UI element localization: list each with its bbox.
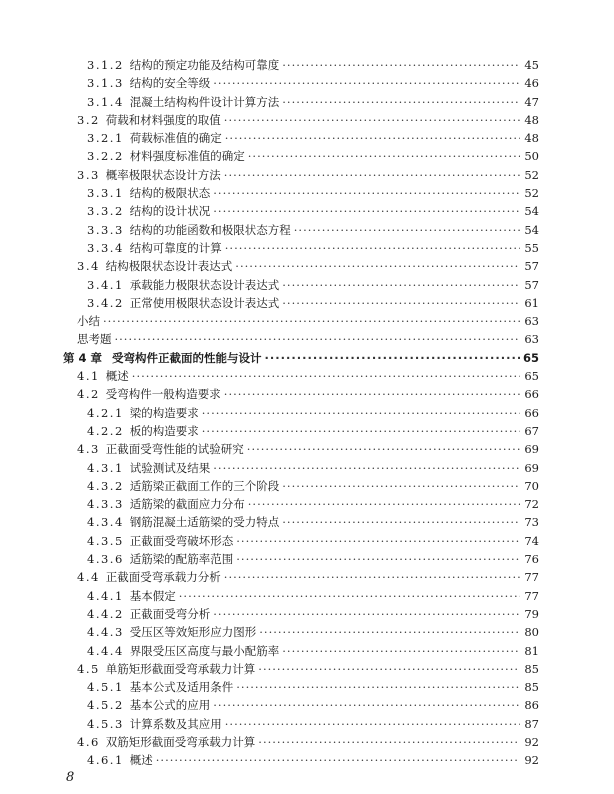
toc-entry-page: 66 — [524, 405, 539, 420]
toc-entry[interactable] — [0, 568, 614, 586]
toc-leader-dots — [236, 532, 520, 550]
toc-entry-title: 结构可靠度的计算 — [129, 240, 222, 255]
toc-leader-dots — [115, 330, 521, 348]
toc-entry-page: 47 — [524, 94, 539, 109]
toc-entry-title: 梁的构造要求 — [129, 405, 199, 420]
toc-entry[interactable] — [0, 513, 614, 531]
toc-entry-page: 77 — [524, 570, 539, 585]
toc-chapter-entry[interactable] — [0, 349, 614, 367]
toc-entry-page: 46 — [524, 76, 539, 91]
toc-entry[interactable] — [0, 587, 614, 605]
toc-entry-title: 受弯构件正截面的性能与设计 — [112, 350, 262, 365]
toc-entry-title: 结构的极限状态 — [129, 186, 211, 201]
toc-entry-title: 结构的安全等级 — [129, 76, 211, 91]
toc-entry[interactable] — [0, 715, 614, 733]
toc-entry-number: 4.6 — [77, 734, 100, 749]
toc-leader-dots — [282, 56, 520, 74]
toc-leader-dots — [294, 221, 520, 239]
toc-entry-number: 4.4.2 — [87, 606, 124, 621]
toc-entry-title: 荷载标准值的确定 — [129, 131, 222, 146]
toc-leader-dots — [282, 477, 520, 495]
toc-entry-number: 4.3.2 — [87, 478, 124, 493]
toc-leader-dots — [224, 166, 520, 184]
toc-leader-dots — [224, 111, 520, 129]
toc-entry[interactable] — [0, 93, 614, 111]
toc-entry-title: 荷载和材料强度的取值 — [105, 112, 221, 127]
toc-entry[interactable] — [0, 678, 614, 696]
toc-entry-page: 79 — [524, 606, 539, 621]
toc-entry-number: 4.5.2 — [87, 698, 124, 713]
table-of-contents — [0, 56, 614, 770]
toc-entry-page: 85 — [524, 680, 539, 695]
toc-entry-number: 4.2 — [77, 387, 100, 402]
toc-entry-page: 50 — [524, 149, 539, 164]
toc-entry[interactable] — [0, 623, 614, 641]
toc-entry-title: 概率极限状态设计方法 — [105, 167, 221, 182]
toc-leader-dots — [202, 422, 520, 440]
toc-entry-number: 4.6.1 — [87, 753, 124, 768]
toc-entry-number: 3.3.3 — [87, 222, 124, 237]
toc-entry[interactable] — [0, 733, 614, 751]
toc-entry[interactable] — [0, 367, 614, 385]
toc-entry-title: 概述 — [105, 369, 129, 384]
page-number: 8 — [66, 770, 75, 785]
toc-leader-dots — [247, 440, 520, 458]
toc-entry-page: 57 — [524, 277, 539, 292]
toc-entry-title: 受弯构件一般构造要求 — [105, 387, 221, 402]
toc-entry-title: 思考题 — [77, 332, 112, 347]
toc-entry-number: 3.3.4 — [87, 240, 124, 255]
toc-entry[interactable] — [0, 605, 614, 623]
toc-entry[interactable] — [0, 239, 614, 257]
toc-leader-dots — [265, 349, 520, 367]
toc-entry[interactable] — [0, 166, 614, 184]
toc-leader-dots — [213, 74, 520, 92]
toc-entry-number: 4.3.4 — [87, 515, 124, 530]
toc-entry[interactable] — [0, 111, 614, 129]
toc-leader-dots — [156, 751, 520, 769]
toc-entry-number: 4.4.1 — [87, 588, 124, 603]
toc-entry-page: 92 — [524, 734, 539, 749]
toc-leader-dots — [225, 239, 520, 257]
toc-entry-title: 板的构造要求 — [129, 423, 199, 438]
toc-leader-dots — [236, 678, 520, 696]
toc-entry-number: 4.3.5 — [87, 533, 124, 548]
toc-entry[interactable] — [0, 422, 614, 440]
toc-leader-dots — [282, 513, 520, 531]
toc-entry-number: 4.2.1 — [87, 405, 124, 420]
toc-entry-number: 3.3 — [77, 167, 100, 182]
toc-entry[interactable] — [0, 532, 614, 550]
toc-leader-dots — [224, 568, 520, 586]
toc-leader-dots — [235, 257, 520, 275]
toc-leader-dots — [213, 184, 520, 202]
toc-entry-title: 适筋梁的截面应力分布 — [129, 497, 245, 512]
toc-entry[interactable] — [0, 184, 614, 202]
toc-entry-title: 结构的设计状况 — [129, 204, 211, 219]
toc-entry-page: 61 — [524, 295, 539, 310]
toc-entry-page: 52 — [524, 167, 539, 182]
toc-entry-page: 63 — [524, 332, 539, 347]
toc-leader-dots — [236, 550, 520, 568]
toc-entry[interactable] — [0, 660, 614, 678]
toc-entry-page: 74 — [524, 533, 539, 548]
toc-entry[interactable] — [0, 147, 614, 165]
toc-leader-dots — [202, 404, 520, 422]
toc-entry-title: 承载能力极限状态设计表达式 — [129, 277, 280, 292]
toc-entry-page: 66 — [524, 387, 539, 402]
toc-entry-title: 正截面受弯破坏形态 — [129, 533, 234, 548]
toc-entry[interactable] — [0, 74, 614, 92]
toc-entry-title: 材料强度标准值的确定 — [129, 149, 245, 164]
toc-entry-title: 适筋梁正截面工作的三个阶段 — [129, 478, 280, 493]
toc-entry-page: 55 — [524, 240, 539, 255]
toc-entry-title: 正截面受弯分析 — [129, 606, 211, 621]
toc-entry-title: 界限受压区高度与最小配筋率 — [129, 643, 280, 658]
toc-entry-page: 57 — [524, 259, 539, 274]
toc-leader-dots — [282, 276, 520, 294]
toc-entry-title: 正常使用极限状态设计表达式 — [129, 295, 280, 310]
toc-entry-title: 双筋矩形截面受弯承载力计算 — [105, 734, 256, 749]
toc-entry-number: 3.4.2 — [87, 295, 124, 310]
toc-entry[interactable] — [0, 550, 614, 568]
toc-entry-title: 概述 — [129, 753, 153, 768]
toc-leader-dots — [248, 147, 520, 165]
toc-entry[interactable] — [0, 312, 614, 330]
toc-entry-number: 4.3.1 — [87, 460, 124, 475]
toc-leader-dots — [213, 605, 520, 623]
toc-entry-number: 4.3.3 — [87, 497, 124, 512]
toc-entry[interactable] — [0, 257, 614, 275]
toc-leader-dots — [213, 202, 520, 220]
toc-entry-title: 钢筋混凝土适筋梁的受力特点 — [129, 515, 280, 530]
toc-entry-title: 计算系数及其应用 — [129, 716, 222, 731]
toc-entry-number: 4.5 — [77, 661, 100, 676]
toc-entry-title: 基本假定 — [129, 588, 176, 603]
toc-entry-number: 3.2.2 — [87, 149, 124, 164]
toc-entry[interactable] — [0, 751, 614, 769]
toc-leader-dots — [225, 715, 520, 733]
toc-entry-page: 65 — [523, 350, 540, 365]
toc-entry-title: 结构极限状态设计表达式 — [105, 259, 233, 274]
toc-leader-dots — [282, 93, 520, 111]
toc-entry-title: 结构的功能函数和极限状态方程 — [129, 222, 291, 237]
toc-entry-number: 3.2.1 — [87, 131, 124, 146]
toc-entry-title: 适筋梁的配筋率范围 — [129, 552, 234, 567]
toc-entry-title: 正截面受弯承载力分析 — [105, 570, 221, 585]
toc-leader-dots — [213, 459, 520, 477]
toc-entry-page: 80 — [524, 625, 539, 640]
toc-entry-title: 试验测试及结果 — [129, 460, 211, 475]
toc-entry-title: 基本公式的应用 — [129, 698, 211, 713]
toc-leader-dots — [282, 294, 520, 312]
toc-entry-page: 45 — [524, 58, 539, 72]
toc-entry-title: 结构的预定功能及结构可靠度 — [129, 58, 280, 72]
toc-entry-number: 3.4 — [77, 259, 100, 274]
toc-entry-page: 69 — [524, 442, 539, 457]
toc-entry-page: 65 — [524, 369, 539, 384]
toc-entry[interactable] — [0, 330, 614, 348]
toc-entry-number: 4.5.3 — [87, 716, 124, 731]
toc-entry-title: 混凝土结构构件设计计算方法 — [129, 94, 280, 109]
toc-leader-dots — [282, 642, 520, 660]
toc-entry-number: 4.2.2 — [87, 423, 124, 438]
toc-entry-page: 48 — [524, 131, 539, 146]
toc-entry-page: 54 — [524, 222, 539, 237]
toc-entry-page: 63 — [524, 314, 539, 329]
toc-entry-number: 4.4 — [77, 570, 100, 585]
toc-entry-number: 4.5.1 — [87, 680, 124, 695]
toc-entry-number: 3.3.1 — [87, 186, 124, 201]
toc-entry-page: 52 — [524, 186, 539, 201]
toc-entry[interactable] — [0, 642, 614, 660]
toc-leader-dots — [258, 660, 520, 678]
toc-entry-number: 4.3 — [77, 442, 100, 457]
toc-entry-number: 3.1.2 — [87, 58, 124, 72]
toc-entry[interactable] — [0, 56, 614, 74]
toc-entry-page: 77 — [524, 588, 539, 603]
toc-leader-dots — [132, 367, 520, 385]
toc-entry-number: 3.3.2 — [87, 204, 124, 219]
toc-entry-page: 70 — [524, 478, 539, 493]
toc-entry[interactable] — [0, 129, 614, 147]
toc-entry[interactable] — [0, 404, 614, 422]
toc-entry-page: 72 — [524, 497, 539, 512]
toc-entry-page: 81 — [524, 643, 539, 658]
toc-entry-page: 92 — [524, 753, 539, 768]
toc-entry[interactable] — [0, 696, 614, 714]
toc-entry-number: 第 4 章 — [63, 350, 103, 365]
toc-entry-number: 4.4.4 — [87, 643, 124, 658]
toc-leader-dots — [258, 733, 520, 751]
toc-entry-page: 85 — [524, 661, 539, 676]
toc-entry[interactable] — [0, 459, 614, 477]
toc-entry-number: 4.3.6 — [87, 552, 124, 567]
toc-entry[interactable] — [0, 385, 614, 403]
toc-entry-page: 73 — [524, 515, 539, 530]
toc-entry[interactable] — [0, 221, 614, 239]
toc-entry[interactable] — [0, 294, 614, 312]
toc-entry-page: 54 — [524, 204, 539, 219]
toc-entry-page: 87 — [524, 716, 539, 731]
toc-entry-title: 小结 — [77, 314, 100, 329]
toc-entry-page: 76 — [524, 552, 539, 567]
toc-entry-title: 受压区等效矩形应力图形 — [129, 625, 257, 640]
toc-entry[interactable] — [0, 440, 614, 458]
toc-leader-dots — [248, 495, 520, 513]
toc-entry-page: 67 — [524, 423, 539, 438]
toc-entry[interactable] — [0, 202, 614, 220]
toc-entry-number: 3.2 — [77, 112, 100, 127]
toc-entry[interactable] — [0, 495, 614, 513]
toc-leader-dots — [103, 312, 520, 330]
toc-entry[interactable] — [0, 276, 614, 294]
toc-entry-page: 86 — [524, 698, 539, 713]
toc-leader-dots — [259, 623, 520, 641]
toc-entry[interactable] — [0, 477, 614, 495]
toc-leader-dots — [179, 587, 520, 605]
toc-leader-dots — [224, 385, 520, 403]
toc-entry-number: 4.1 — [77, 369, 100, 384]
toc-entry-page: 69 — [524, 460, 539, 475]
toc-leader-dots — [213, 696, 520, 714]
toc-entry-number: 3.1.3 — [87, 76, 124, 91]
toc-leader-dots — [225, 129, 520, 147]
toc-entry-number: 3.4.1 — [87, 277, 124, 292]
toc-entry-title: 基本公式及适用条件 — [129, 680, 234, 695]
toc-entry-number: 3.1.4 — [87, 94, 124, 109]
toc-entry-number: 4.4.3 — [87, 625, 124, 640]
toc-entry-title: 正截面受弯性能的试验研究 — [105, 442, 244, 457]
toc-entry-page: 48 — [524, 112, 539, 127]
toc-entry-title: 单筋矩形截面受弯承载力计算 — [105, 661, 256, 676]
